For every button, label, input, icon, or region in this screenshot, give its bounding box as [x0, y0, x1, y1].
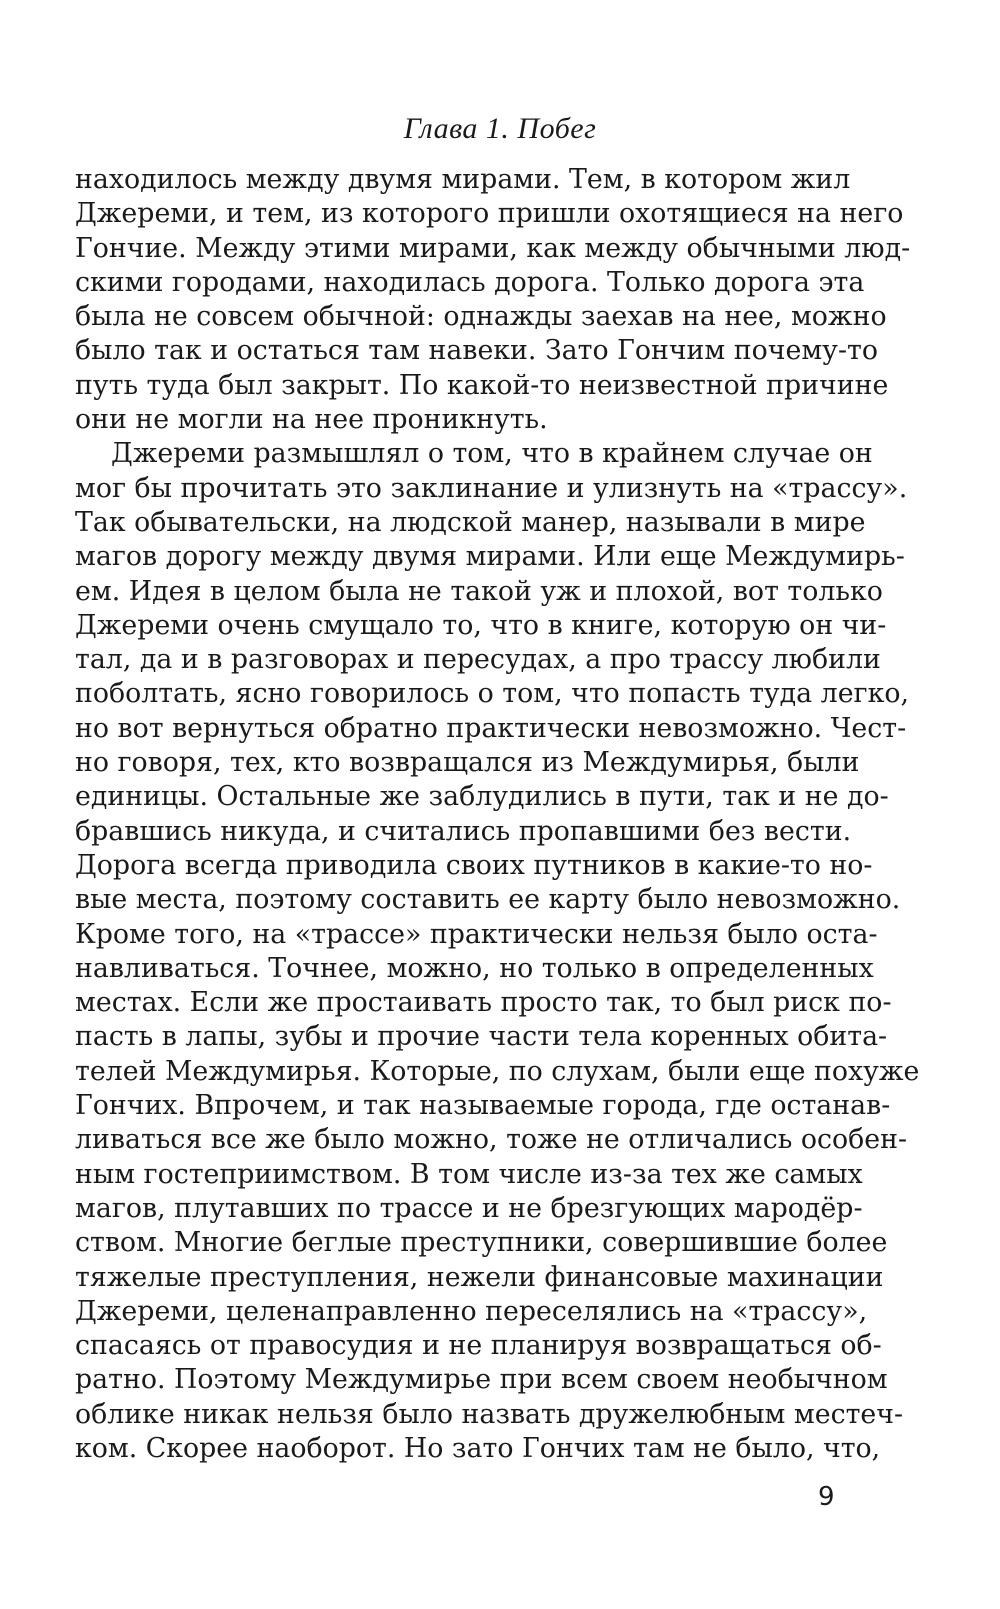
text-line: было так и остаться там навеки. Зато Гончим почему-то	[75, 335, 878, 367]
text-line: была не совсем обычной: однажды заехав на нее, можно	[75, 301, 887, 333]
text-line: тал, да и в разговорах и пересудах, а про трассу любили	[75, 644, 881, 676]
text-line: ем. Идея в целом была не такой уж и плохой, вот только	[75, 575, 883, 607]
text-line: ством. Многие беглые преступники, совершившие более	[75, 1227, 888, 1259]
text-line: магов дорогу между двумя мирами. Или еще Междумирь-	[75, 541, 905, 573]
text-line: но вот вернуться обратно практически невозможно. Чест-	[75, 712, 907, 744]
text-line: Джереми размышлял о том, что в крайнем случае он	[111, 438, 873, 470]
text-line: Так обывательски, на людской манер, называли в мире	[75, 506, 866, 538]
text-line: ком. Скорее наоборот. Но зато Гончих там не было, что,	[75, 1432, 881, 1464]
text-line: единицы. Остальные же заблудились в пути, так и не до-	[75, 781, 889, 813]
text-line: телей Междумирья. Которые, по слухам, были еще похуже	[75, 1055, 920, 1087]
text-line: облике никак нельзя было назвать дружелюбным местеч-	[75, 1398, 904, 1430]
text-line: тяжелые преступления, нежели финансовые махинации	[75, 1261, 884, 1293]
text-line: находилось между двумя мирами. Тем, в котором жил	[75, 164, 851, 195]
text-line: Джереми, целенаправленно переселялись на «трассу»,	[75, 1295, 868, 1327]
text-line: мог бы прочитать это заклинание и улизнуть на «трассу».	[75, 472, 908, 504]
text-line: Кроме того, на «трассе» практически нельзя было оста-	[75, 918, 878, 950]
text-line: вые места, поэтому составить ее карту было невозможно.	[75, 884, 901, 916]
page-number: 9	[818, 1482, 835, 1512]
text-line: пасть в лапы, зубы и прочие части тела коренных обита-	[75, 1021, 888, 1053]
body-text	[75, 163, 920, 1466]
text-line: они не могли на нее проникнуть.	[75, 404, 548, 436]
text-line: Гончих. Впрочем, и так называемые города, где останав-	[75, 1090, 891, 1122]
text-line: ратно. Поэтому Междумирье при всем своем необычном	[75, 1364, 888, 1396]
text-line: Гончие. Между этими мирами, как между обычными люд-	[75, 232, 911, 264]
text-line: путь туда был закрыт. По какой-то неизвестной причине	[75, 369, 889, 401]
text-line: Джереми, и тем, из которого пришли охотящиеся на него	[75, 198, 904, 230]
text-line: навливаться. Точнее, можно, но только в определенных	[75, 952, 874, 984]
text-line: бравшись никуда, и считались пропавшими без вести.	[75, 815, 852, 847]
text-line: но говоря, тех, кто возвращался из Междумирья, были	[75, 747, 860, 779]
text-line: Дорога всегда приводила своих путников в какие-то но-	[75, 849, 873, 881]
text-line: магов, плутавших по трассе и не брезгующих мародёр-	[75, 1192, 863, 1224]
text-line: скими городами, находилась дорога. Только дорога эта	[75, 266, 865, 298]
text-line: ливаться все же было можно, тоже не отличались особен-	[75, 1124, 908, 1156]
text-line: спасаясь от правосудия и не планируя возвращаться об-	[75, 1330, 882, 1362]
text-line: Джереми очень смущало то, что в книге, которую он чи-	[75, 609, 887, 641]
text-line: местах. Если же простаивать просто так, то был риск по-	[75, 987, 892, 1019]
text-line: ным гостеприимством. В том числе из-за тех же самых	[75, 1158, 863, 1190]
text-line: поболтать, ясно говорилось о том, что попасть туда легко,	[75, 678, 909, 710]
running-head: Глава 1. Побег	[403, 112, 597, 145]
